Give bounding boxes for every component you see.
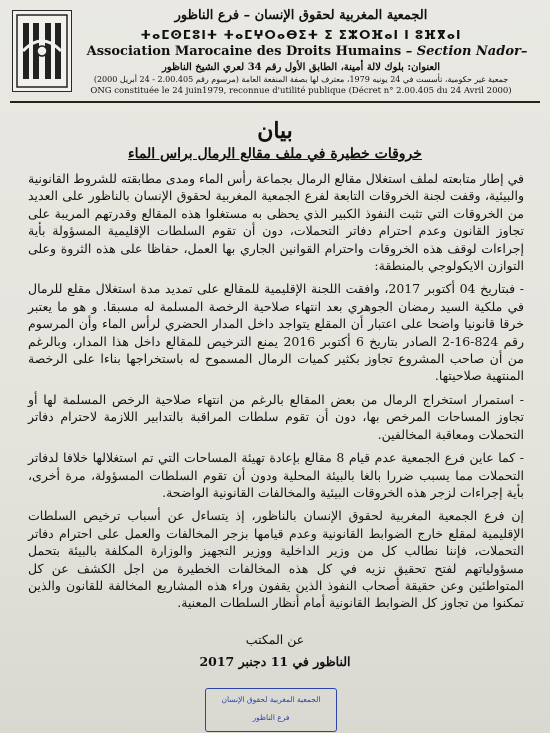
paragraph: في إطار متابعته لملف استغلال مقالع الرمال بجماعة رأس الماء ومدى مطابقته للشروط القانونية والبيئية، وقفت لجنة الخروقات التابعة لفرع الجمعية المغربية لحقوق الإنسان بالناظور على العديد من الخروقات التي تثبت النفوذ الكبير الذي يحظى به مستغلوا هذه المقالع وقدرتهم المريبة على تجاوز القانون وعدم احترام دفاتر التحملات، دون أن تقوم السلطات الإقليمية المسؤولة بأية إجراءات لوقف هذه الخروقات واحترام القوانين الجاري بها العمل، حفاظا على هذه الثروة وعلى التوازن الايكولوجي بالمنطقة:: [28, 171, 524, 274]
tifinagh-association-name: ⵜⴰⵎⵙⵎⵓⵏⵜ ⵜⴰⵎⵖⵔⴰⴱⵉⵜ ⵉ ⵉⵣⵔⴼⴰⵏ ⵏ ⵓⴼⴳⴰⵏ: [140, 28, 462, 42]
signature-place-date: الناظور في 11 دجنبر 2017: [199, 654, 351, 669]
stamp-line-1: الجمعية المغربية لحقوق الإنسان: [221, 695, 321, 704]
paragraph: إن فرع الجمعية المغربية لحقوق الإنسان بالناظور، إذ يتساءل عن أسباب ترخيص السلطات الإقليمية لمقلع خارج الضوابط القانونية وعدم قيامها بزجر المخالفات والعمل على احترام دفاتر التحملات، فإننا نطالب كل من وزير الداخلية ووزير التجهيز والوزارة المكلفة بالبيئة بتحمل مسؤولياتهم لفتح تحقيق نزيه في كل هذه المخالفات الخطيرة من اجل الكشف عن كل المتواطئين وعن حقيقة أصحاب النفوذ الذين يقفون وراء هذه المشاريع المخالفة للقانون والذين تمكنوا من تجاوز كل الضوابط القانونية أمام أنظار السلطات المعنية.: [28, 508, 524, 611]
association-logo: [12, 10, 72, 92]
arabic-association-name: الجمعية المغربية لحقوق الإنسان – فرع الناظور: [174, 8, 428, 23]
statement-body: [28, 170, 524, 618]
statement-subtitle: خروقات خطيرة في ملف مقالع الرمال براس الماء: [128, 146, 422, 162]
paragraph: - فبتاريخ 04 أكتوبر 2017، وافقت اللجنة الإقليمية للمقالع على تمديد مدة استغلال مقلع للرمال في ملكية السيد رمضان الجوهري بعد انتهاء صلاحية الرخصة المسلمة له مسبقا. و هو ما يعتبر خرقا قانونيا واضحا على اعتبار أن المقلع يتواجد داخل المدار الحضري لرأس الماء وأن المرسوم رقم 824-16-2 الصادر بتاريخ 6 أكتوبر 2016 يمنع الترخيص للمقالع داخل هذا المدار، وبالرغم من أن صاحب المشروع تجاوز بكثير كميات الرمال المسموح له باستخراجها بناءا على الرخصة المنتهية صلاحيتها.: [28, 281, 524, 384]
french-association-name: [72, 44, 542, 59]
header-rule: [10, 101, 540, 103]
legal-status-arabic: جمعية غير حكومية، تأسست في 24 يونيه 1979، معترف لها بصفة المنفعة العامة (مرسوم رقم 2.00.405 - 24 أبريل 2000): [93, 75, 509, 84]
address-line: العنوان: بلوك لالة أمينة، الطابق الأول رقم 34 لعري الشيخ الناظور: [161, 62, 441, 73]
association-stamp: [205, 688, 337, 732]
french-name-text: Association Marocaine des Droits Humains: [86, 44, 402, 59]
signature-office: عن المكتب: [245, 632, 305, 647]
french-section-text: – Section Nador–: [405, 44, 528, 59]
letterhead: [0, 0, 550, 100]
legal-status-french: ONG constituée le 24 juin1979, reconnue d'utilité publique (Décret n° 2.00.405 du 24 Avril 2000): [90, 86, 512, 96]
paragraph: - استمرار استخراج الرمال من بعض المقالع بالرغم من انتهاء صلاحية الرخص المسلمة لها أو تجاوز المساحات المرخص بها، دون أن تقوم سلطات المراقبة بالتدابير اللازمة لاحترام دفاتر التحملات ومعاقبة المخالفين.: [28, 391, 524, 442]
stamp-line-2: فرع الناظور: [252, 713, 290, 722]
statement-title: بيان: [257, 118, 293, 144]
paragraph: - كما عاين فرع الجمعية عدم قيام 8 مقالع بإعادة تهيئة المساحات التي تم استغلالها خلافا لدفاتر التحملات مما يسبب ضررا بالغا بالبيئة المحلية ودون أن تقوم السلطات المسؤولة، مرة أخرى، بأية إجراءات لزجر هذه الخروقات البيئية والمخالفات القانونية الواضحة.: [28, 450, 524, 500]
